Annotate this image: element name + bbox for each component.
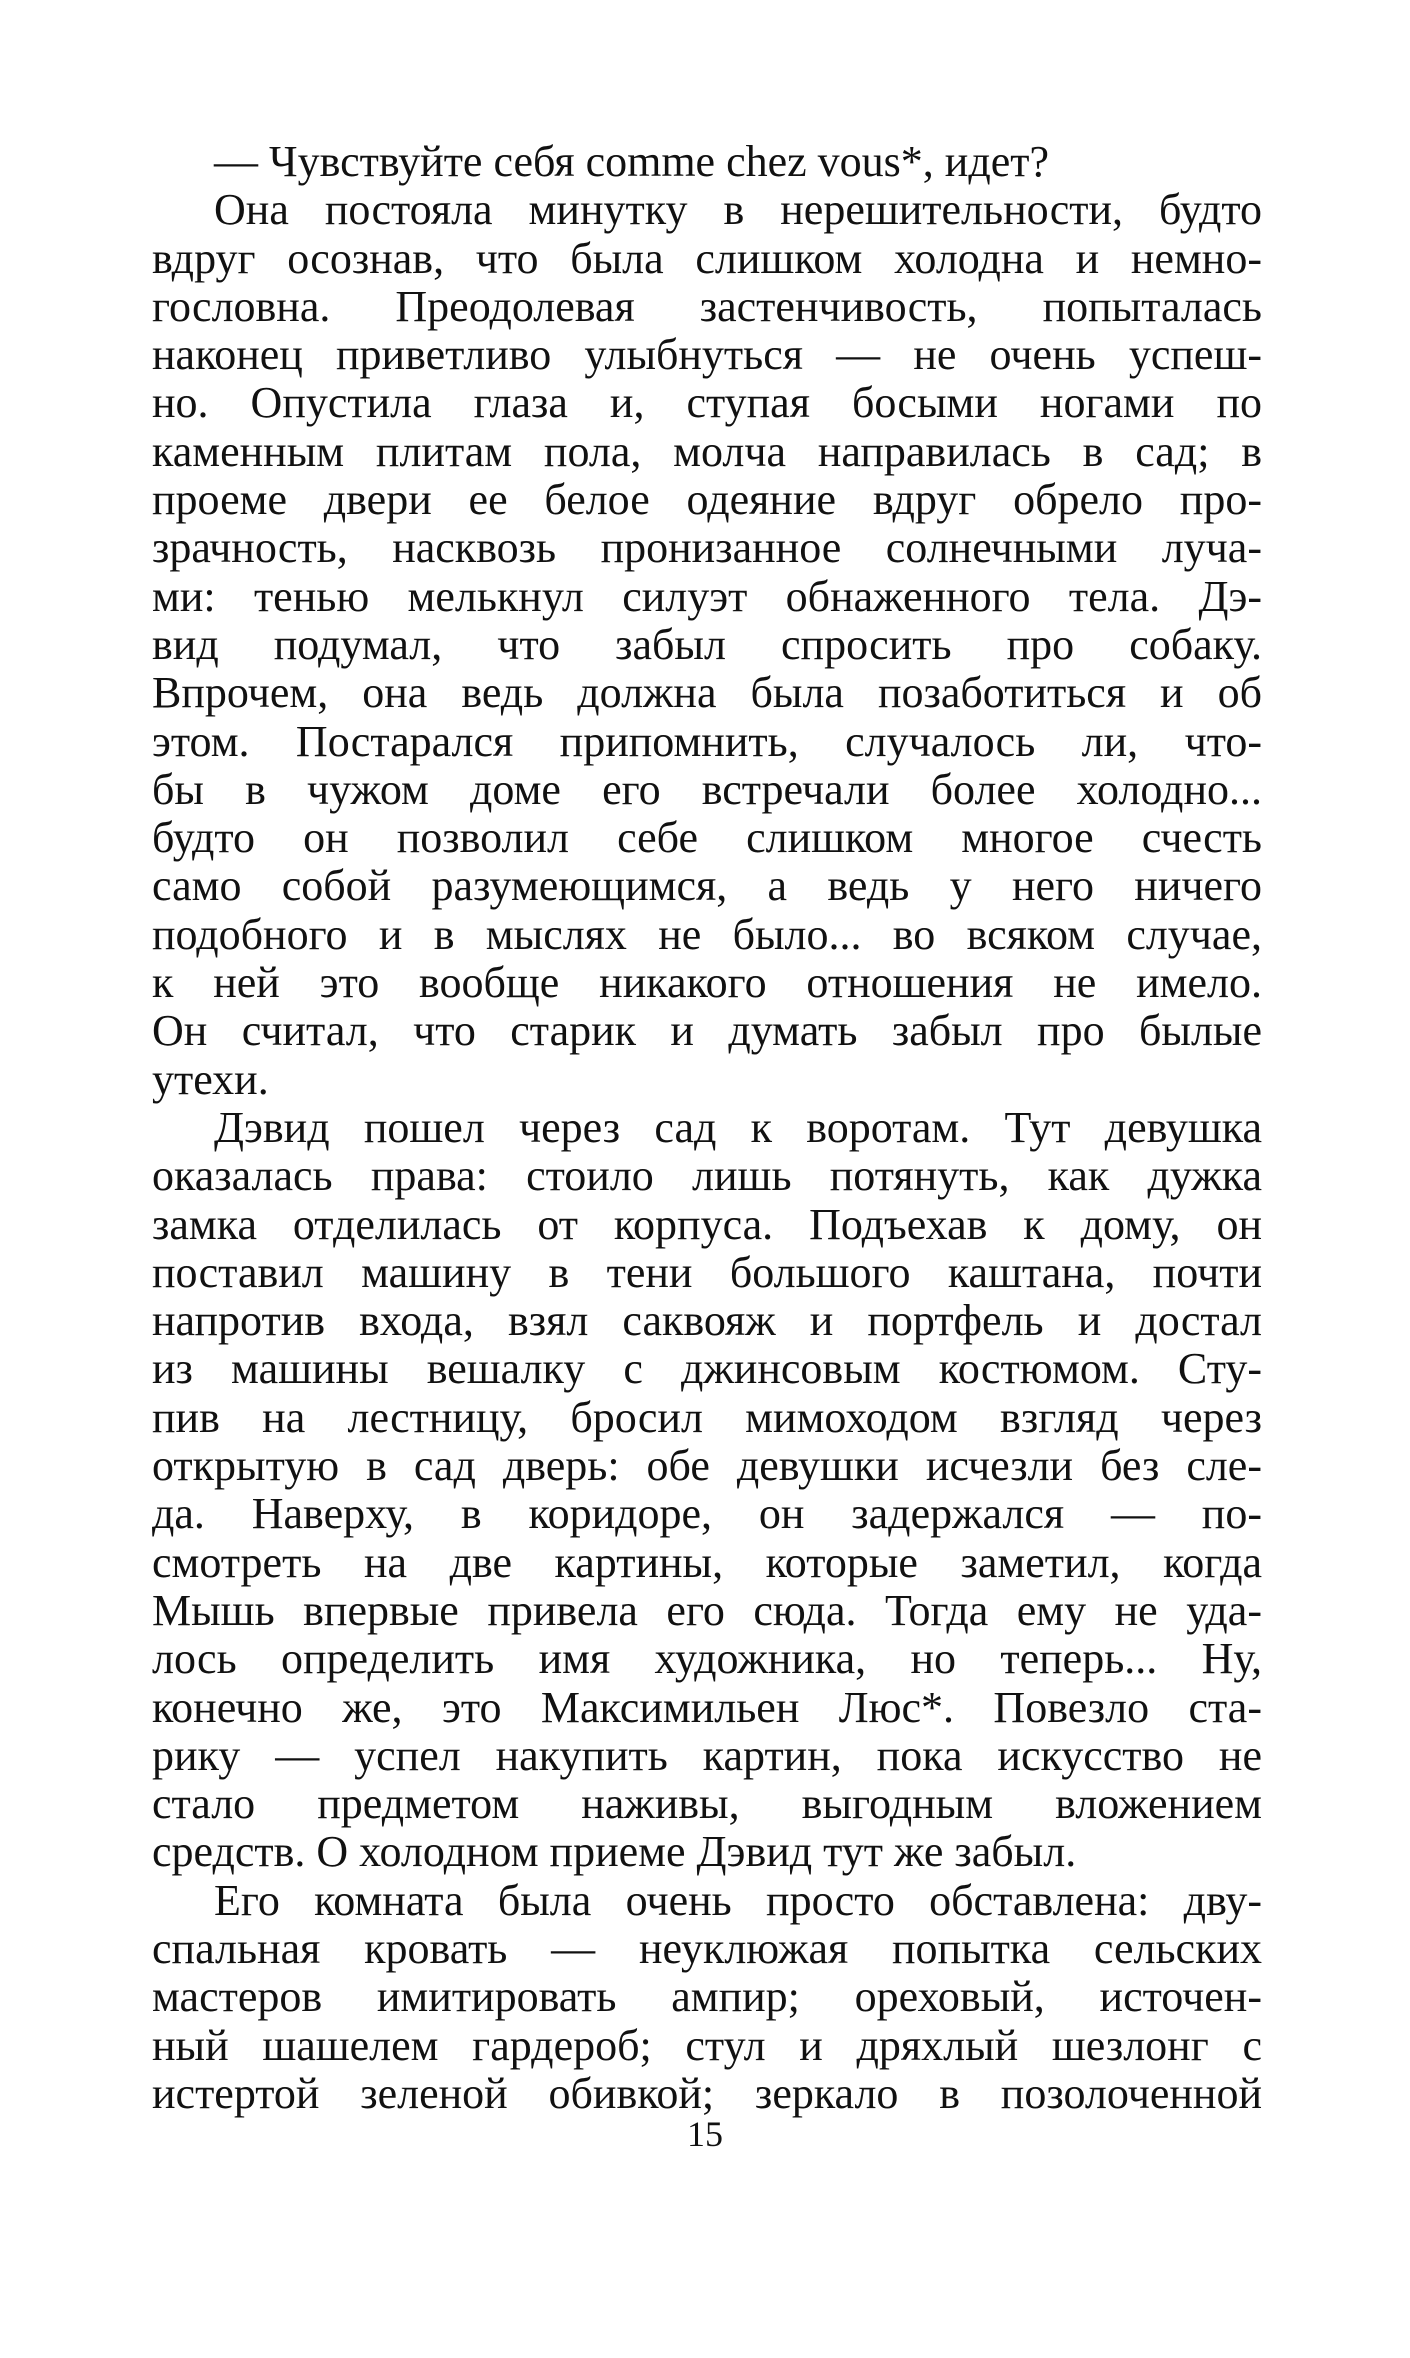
text-line: Дэвид пошел через сад к воротам. Тут девушка [214, 1102, 1262, 1152]
text-line: мастеров имитировать ампир; ореховый, источен- [152, 1972, 1262, 2022]
page-number: 15 [687, 2114, 723, 2154]
text-line: ный шашелем гардероб; стул и дряхлый шезлонг с [152, 2020, 1262, 2070]
text-line: Он считал, что старик и думать забыл про былые [152, 1006, 1262, 1056]
text-line: поставил машину в тени большого каштана, почти [152, 1247, 1262, 1297]
text-line: да. Наверху, в коридоре, он задержался — по- [152, 1489, 1262, 1539]
text-line: утехи. [152, 1054, 269, 1104]
text-line: напротив входа, взял саквояж и портфель и достал [152, 1296, 1262, 1346]
text-line: смотреть на две картины, которые заметил, когда [152, 1537, 1262, 1587]
text-line: Впрочем, она ведь должна была позаботиться и об [152, 668, 1262, 718]
text-line: вид подумал, что забыл спросить про собаку. [152, 619, 1262, 669]
text-line: стало предметом наживы, выгодным вложением [152, 1779, 1262, 1829]
text-line: конечно же, это Максимильен Люс*. Повезло ста- [152, 1682, 1262, 1732]
text-line: этом. Постарался припомнить, случалось ли, что- [152, 716, 1262, 766]
text-line: зрачность, насквозь пронизанное солнечными луча- [152, 523, 1262, 573]
text-line: Его комната была очень просто обставлена: дву- [214, 1875, 1262, 1925]
text-line: Она постояла минутку в нерешительности, будто [214, 185, 1262, 235]
text-line: истертой зеленой обивкой; зеркало в позолоченной [152, 2068, 1262, 2118]
text-line: оказалась права: стоило лишь потянуть, как дужка [152, 1151, 1262, 1201]
text-line: спальная кровать — неуклюжая попытка сельских [152, 1923, 1262, 1973]
text-line: будто он позволил себе слишком многое счесть [152, 813, 1262, 863]
text-line: каменным плитам пола, молча направилась в сад; в [152, 426, 1262, 476]
text-line: но. Опустила глаза и, ступая босыми ногами по [152, 378, 1262, 428]
body-text [152, 138, 1262, 2118]
text-line: к ней это вообще никакого отношения не имело. [152, 958, 1262, 1008]
text-line: из машины вешалку с джинсовым костюмом. Сту- [152, 1344, 1262, 1394]
text-line: — Чувствуйте себя comme chez vous*, идет? [214, 137, 1050, 186]
text-line: бы в чужом доме его встречали более холодно... [152, 764, 1262, 814]
text-line: проеме двери ее белое одеяние вдруг обрело про- [152, 475, 1262, 525]
text-line: средств. О холодном приеме Дэвид тут же забыл. [152, 1827, 1077, 1877]
text-line: Мышь впервые привела его сюда. Тогда ему не уда- [152, 1585, 1262, 1635]
text-line: ми: тенью мелькнул силуэт обнаженного тела. Дэ- [152, 571, 1262, 621]
text-line: пив на лестницу, бросил мимоходом взгляд через [152, 1392, 1262, 1442]
text-line: рику — успел накупить картин, пока искусство не [152, 1730, 1262, 1780]
text-line: лось определить имя художника, но теперь... Ну, [152, 1634, 1262, 1684]
text-line: само собой разумеющимся, а ведь у него ничего [152, 861, 1262, 911]
text-line: открытую в сад дверь: обе девушки исчезли без сле- [152, 1441, 1262, 1491]
text-line: гословна. Преодолевая застенчивость, попыталась [152, 281, 1262, 331]
text-line: замка отделилась от корпуса. Подъехав к дому, он [152, 1199, 1262, 1249]
text-line: вдруг осознав, что была слишком холодна и немно- [152, 233, 1262, 283]
text-line: подобного и в мыслях не было... во всяком случае, [152, 909, 1262, 959]
text-line: наконец приветливо улыбнуться — не очень успеш- [152, 330, 1262, 380]
